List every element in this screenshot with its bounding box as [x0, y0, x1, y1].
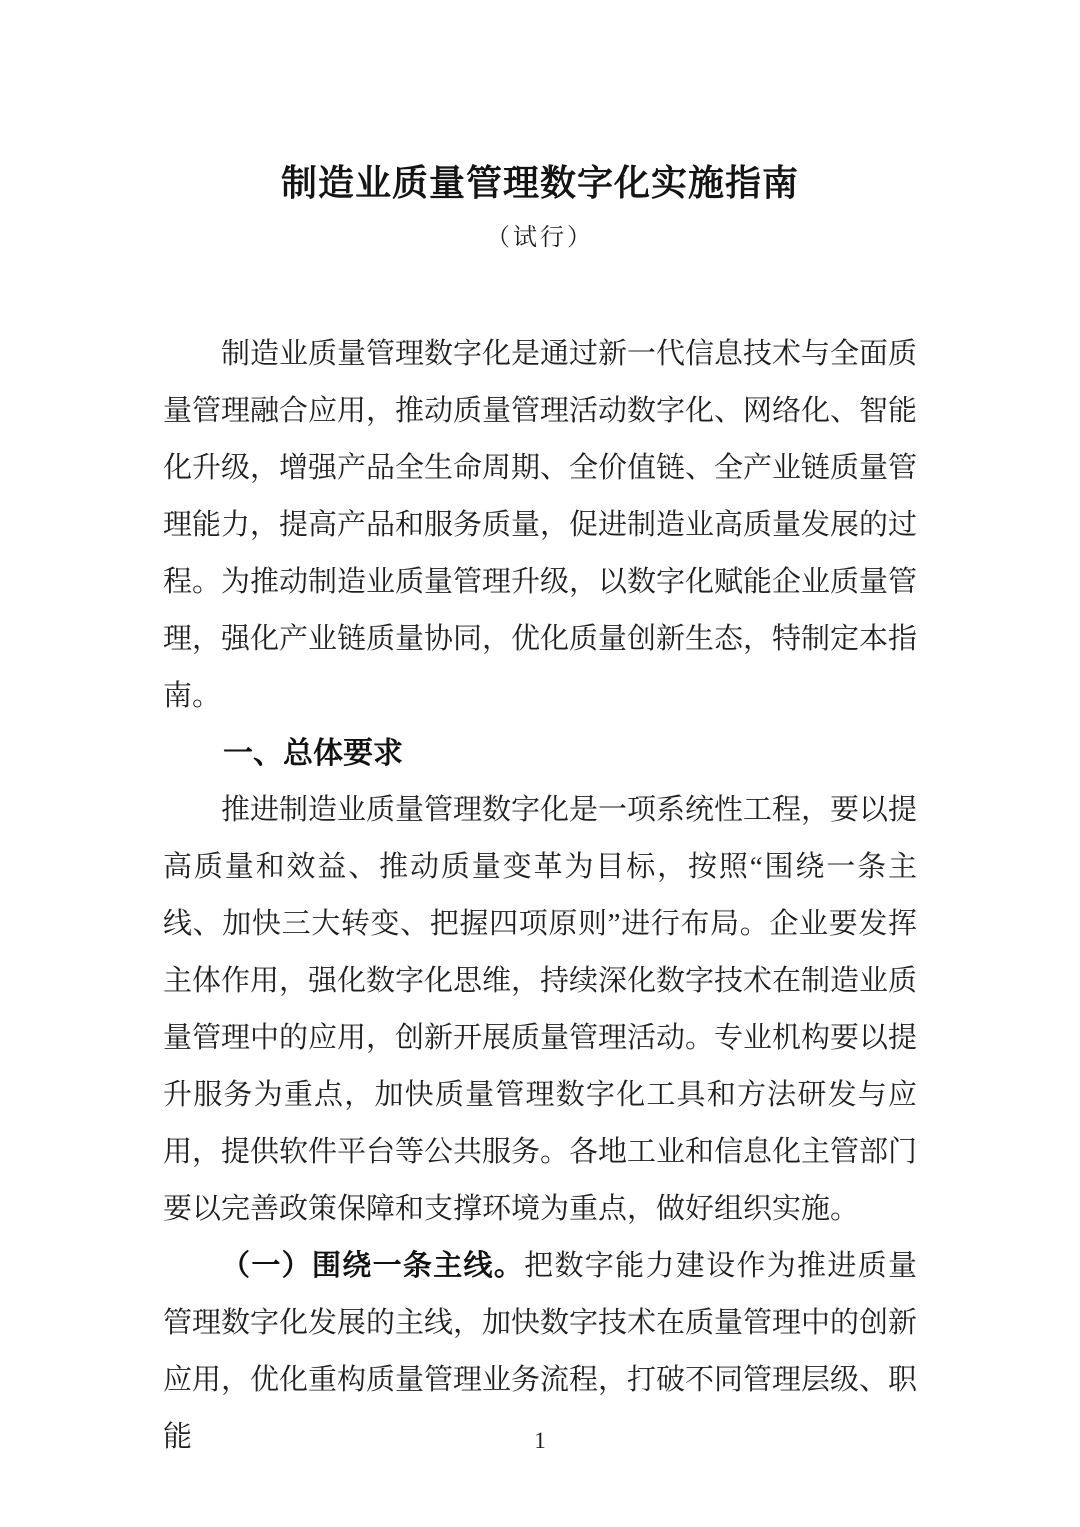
bold-text-segment: 一、总体要求	[223, 737, 403, 770]
document-subtitle: （试行）	[486, 225, 594, 251]
bold-text-segment: （一）围绕一条主线。	[221, 1250, 525, 1282]
paragraph	[163, 782, 917, 1238]
text-segment: 推进制造业质量管理数字化是一项系统性工程，要以提高质量和效益、推动质量变革为目标，按照“围绕一条主线、加快三大转变、把握四项原则”进行布局。企业要发挥主体作用，强化数字化思维，持续深化数字技术在制造业质量管理中的应用，创新开展质量管理活动。专业机构要以提升服务为重点，加快质量管理数字化工具和方法研发与应用，提供软件平台等公共服务。各地工业和信息化主管部门要以完善政策保障和支撑环境为重点，做好组织实施。	[163, 794, 918, 1225]
paragraph	[163, 326, 917, 725]
document-body	[163, 326, 917, 1466]
text-segment: 把数字能力建设作为推进质量管理数字化发展的主线，加快数字技术在质量管理中的创新应用，优化重构质量管理业务流程，打破不同管理层级、职能	[163, 1250, 918, 1453]
document-title: 制造业质量管理数字化实施指南	[280, 163, 799, 203]
page-number: 1	[534, 1428, 546, 1453]
section-heading	[163, 725, 917, 782]
text-segment: 制造业质量管理数字化是通过新一代信息技术与全面质量管理融合应用，推动质量管理活动数字化、网络化、智能化升级，增强产品全生命周期、全价值链、全产业链质量管理能力，提高产品和服务质量，促进制造业高质量发展的过程。为推动制造业质量管理升级，以数字化赋能企业质量管理，强化产业链质量协同，优化质量创新生态，特制定本指南。	[163, 338, 918, 712]
